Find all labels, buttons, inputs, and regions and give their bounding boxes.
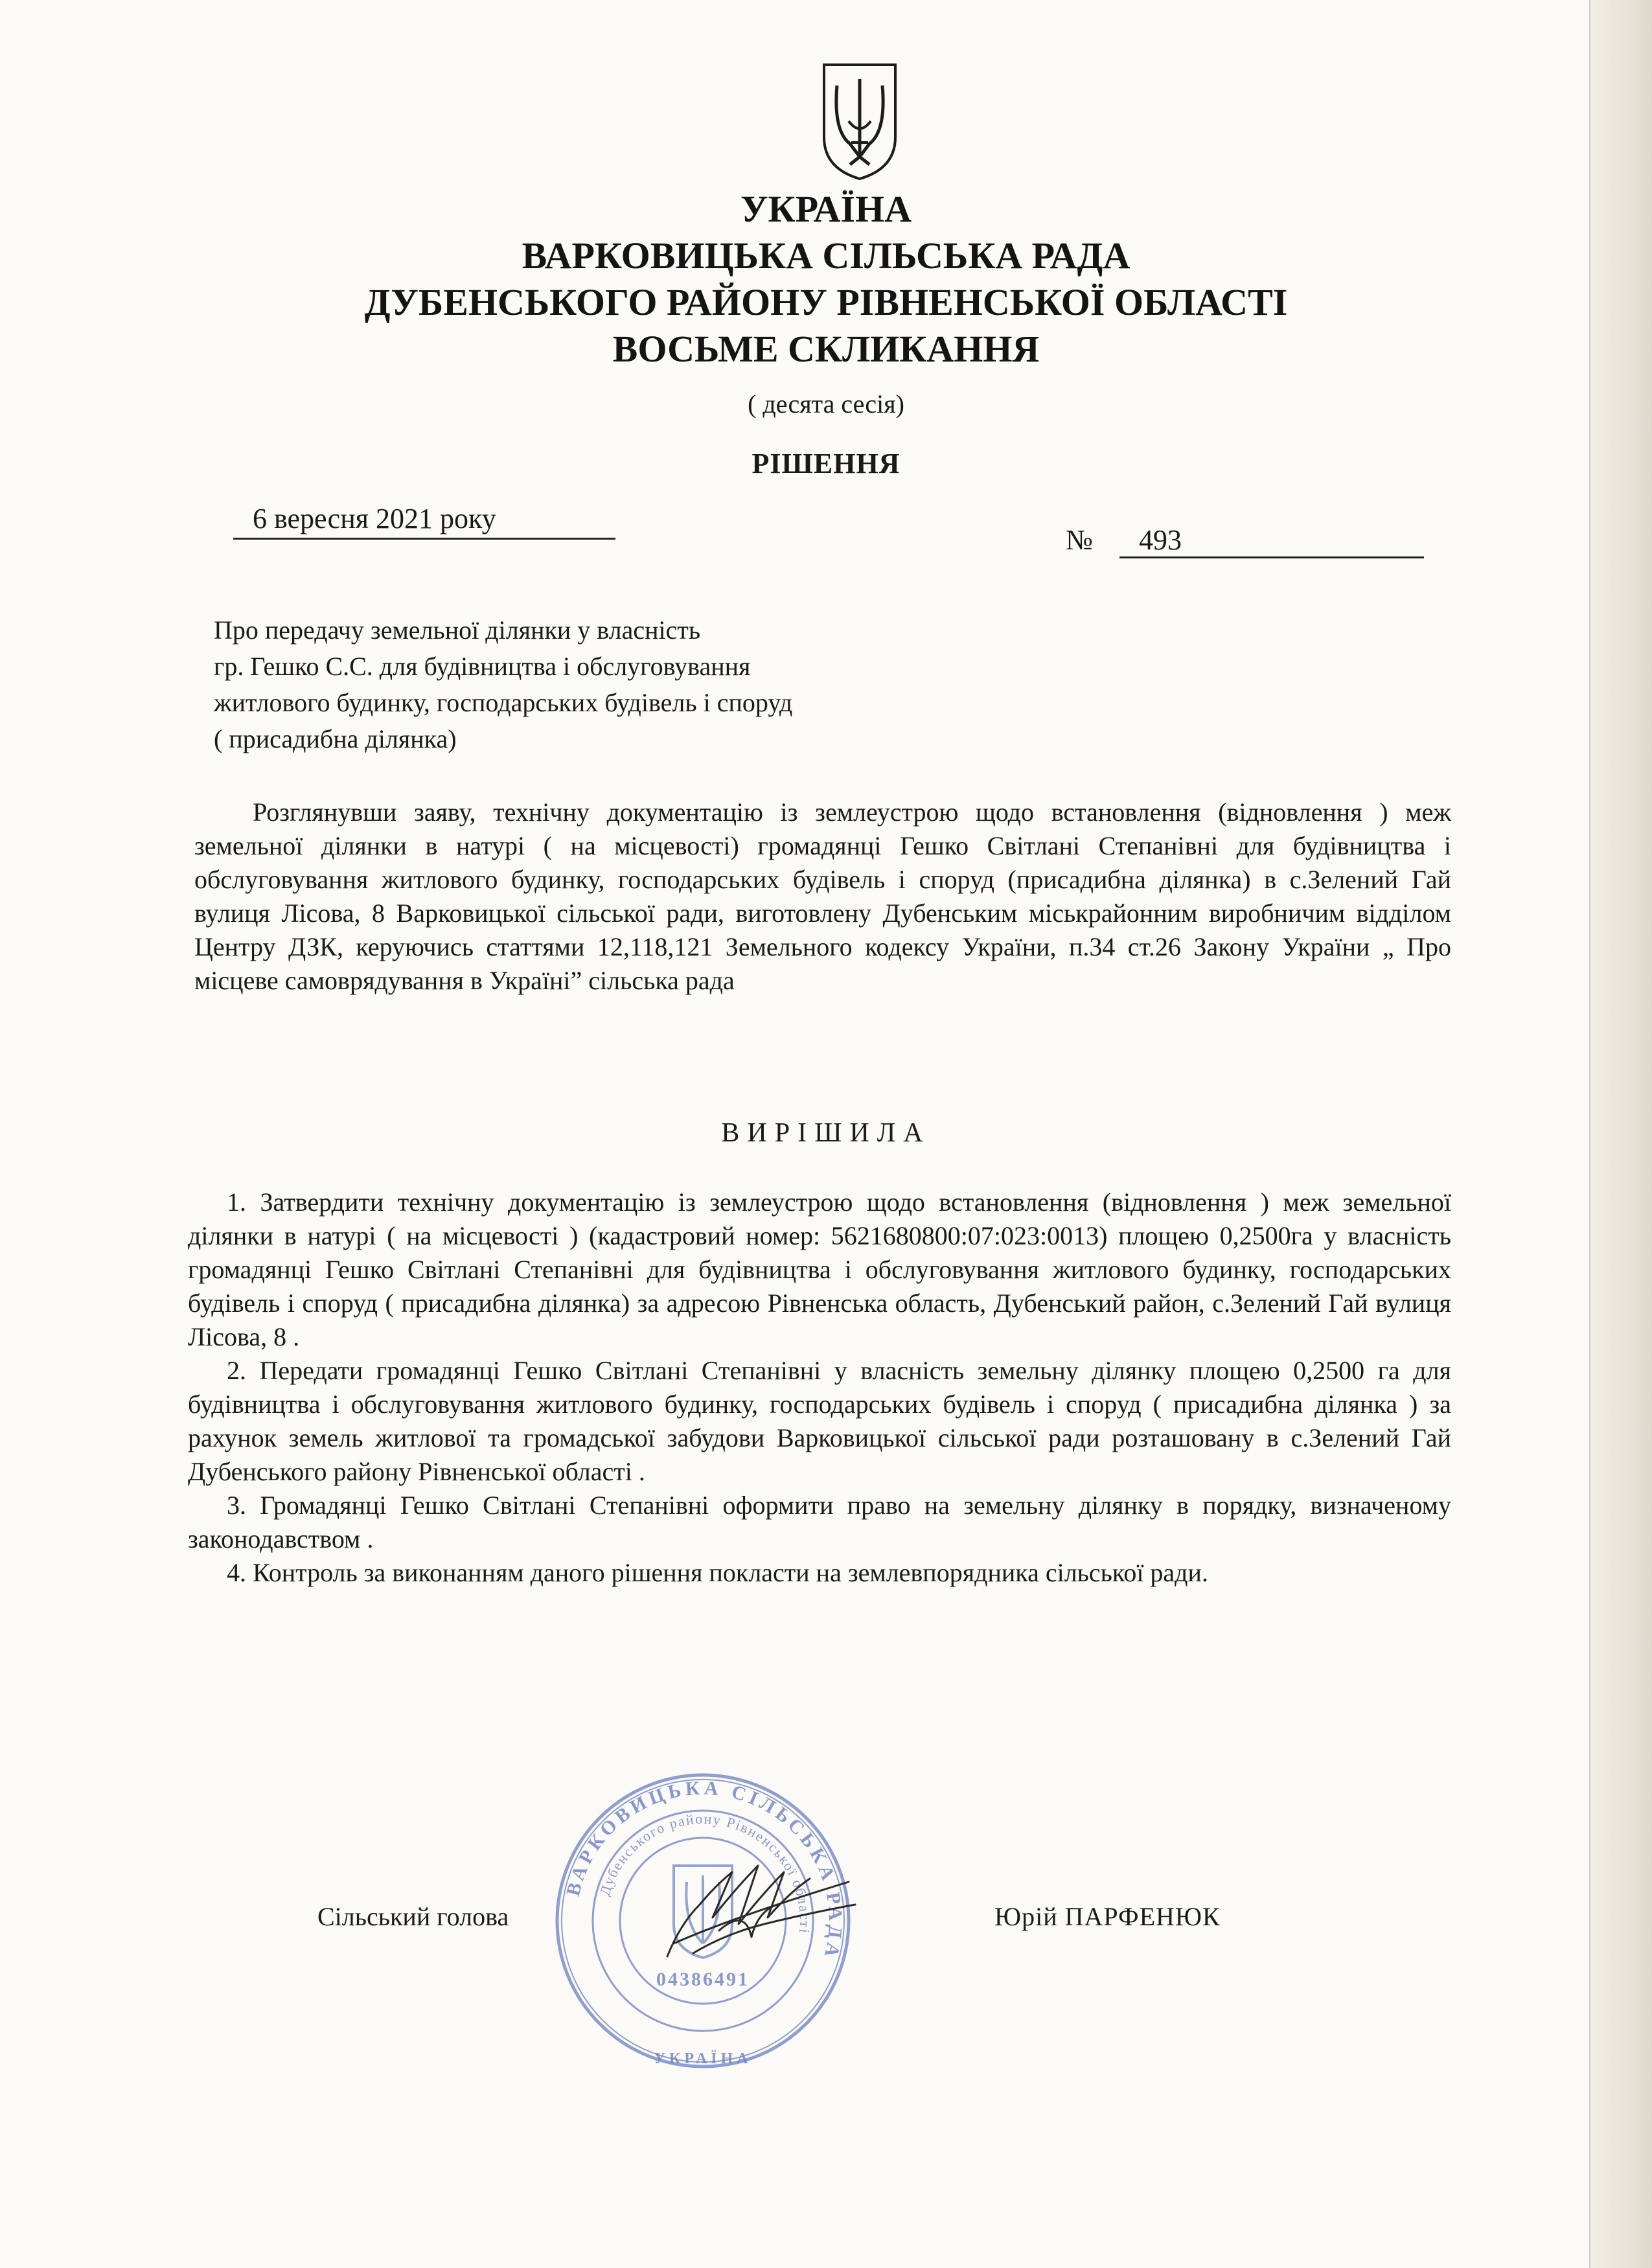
- stamp-code: 04386491: [656, 1969, 750, 1990]
- stamp-outer-text: ВАРКОВИЦЬКА СІЛЬСЬКА РАДА: [562, 1777, 847, 1964]
- signature-mark: [654, 1846, 868, 1976]
- document-type: РІШЕННЯ: [751, 448, 901, 479]
- signatory-name: Юрій ПАРФЕНЮК: [994, 1902, 1221, 1931]
- country-heading: УКРАЇНА: [740, 188, 912, 230]
- resolution-item: 1. Затвердити технічну документацію із землеустрою щодо встановлення (відновлення ) меж земельної ділянки в натурі ( на місцевості ) (кадастровий номер: 5621680800:07:023:0013) площею 0,2500га у власність громадянці Гешко Світлані Степанівні для будівництва і обслуговування житлового будинку, господарських будівель і споруд ( присадибна ділянка) за адресою Рівненська область, Дубенський район, с.Зелений Гай вулиця Лісова, 8 .: [188, 1187, 1451, 1351]
- subject-line: гр. Гешко С.С. для будівництва і обслуговування: [214, 652, 751, 681]
- stamp-inner-text: Дубенського району Рівненської області: [596, 1810, 814, 1936]
- session-label: ( десята сесія): [748, 389, 904, 418]
- number-label: №: [1066, 524, 1093, 556]
- preamble-paragraph: Розглянувши заяву, технічну документацію із землеустрою щодо встановлення (відновлення ) меж земельної ділянки в натурі ( на місцевості) громадянці Гешко Світлані Степанівні для будівництва і обслуговування житлового будинку, господарських будівель і споруд (присадибна ділянка) в с.Зелений Гай вулиця Лісова, 8 Варковицької сільської ради, виготовлену Дубенським міськрайонним виробничим відділом Центру ДЗК, керуючись статтями 12,118,121 Земельного кодексу України, п.34 ст.26 Закону України „ Про місцеве самоврядування в Україні” сільська рада: [194, 797, 1451, 995]
- number-value: 493: [1119, 523, 1424, 558]
- resolution-item: 3. Громадянці Гешко Світлані Степанівні оформити право на земельну ділянку в порядку, визначеному законодавством .: [188, 1491, 1451, 1553]
- stamp-bottom-text: УКРАЇНА: [654, 2050, 752, 2067]
- resolution-item: 2. Передати громадянці Гешко Світлані Степанівні у власність земельну ділянку площею 0,2500 га для будівництва і обслуговування житлового будинку, господарських будівель і споруд ( присадибна ділянка ) за рахунок земель житлової та громадської забудови Варковицької сільської ради розташовану в с.Зелений Гай Дубенського району Рівненської області .: [188, 1356, 1451, 1486]
- convocation-heading: ВОСЬМЕ СКЛИКАННЯ: [612, 328, 1040, 370]
- decision-number: [1066, 523, 1424, 558]
- resolution-items: [188, 1186, 1451, 1590]
- subject-line: ( присадибна ділянка): [214, 724, 457, 753]
- signatory-title: Сільський голова: [317, 1902, 509, 1931]
- resolution-item: 4. Контроль за виконанням даного рішення покласти на землевпорядника сільської ради.: [227, 1558, 1208, 1587]
- council-heading: ВАРКОВИЦЬКА СІЛЬСЬКА РАДА: [522, 235, 1130, 277]
- trident-emblem-icon: [818, 60, 902, 183]
- district-heading: ДУБЕНСЬКОГО РАЙОНУ РІВНЕНСЬКОЇ ОБЛАСТІ: [364, 281, 1288, 323]
- decision-date: 6 вересня 2021 року: [233, 502, 615, 540]
- paper-edge: [1589, 0, 1652, 2268]
- resolved-heading: ВИРІШИЛА: [721, 1118, 931, 1148]
- subject-line: житлового будинку, господарських будівель і споруд: [214, 688, 793, 717]
- subject-line: Про передачу земельної ділянки у власність: [214, 615, 701, 645]
- subject-block: [214, 612, 1056, 757]
